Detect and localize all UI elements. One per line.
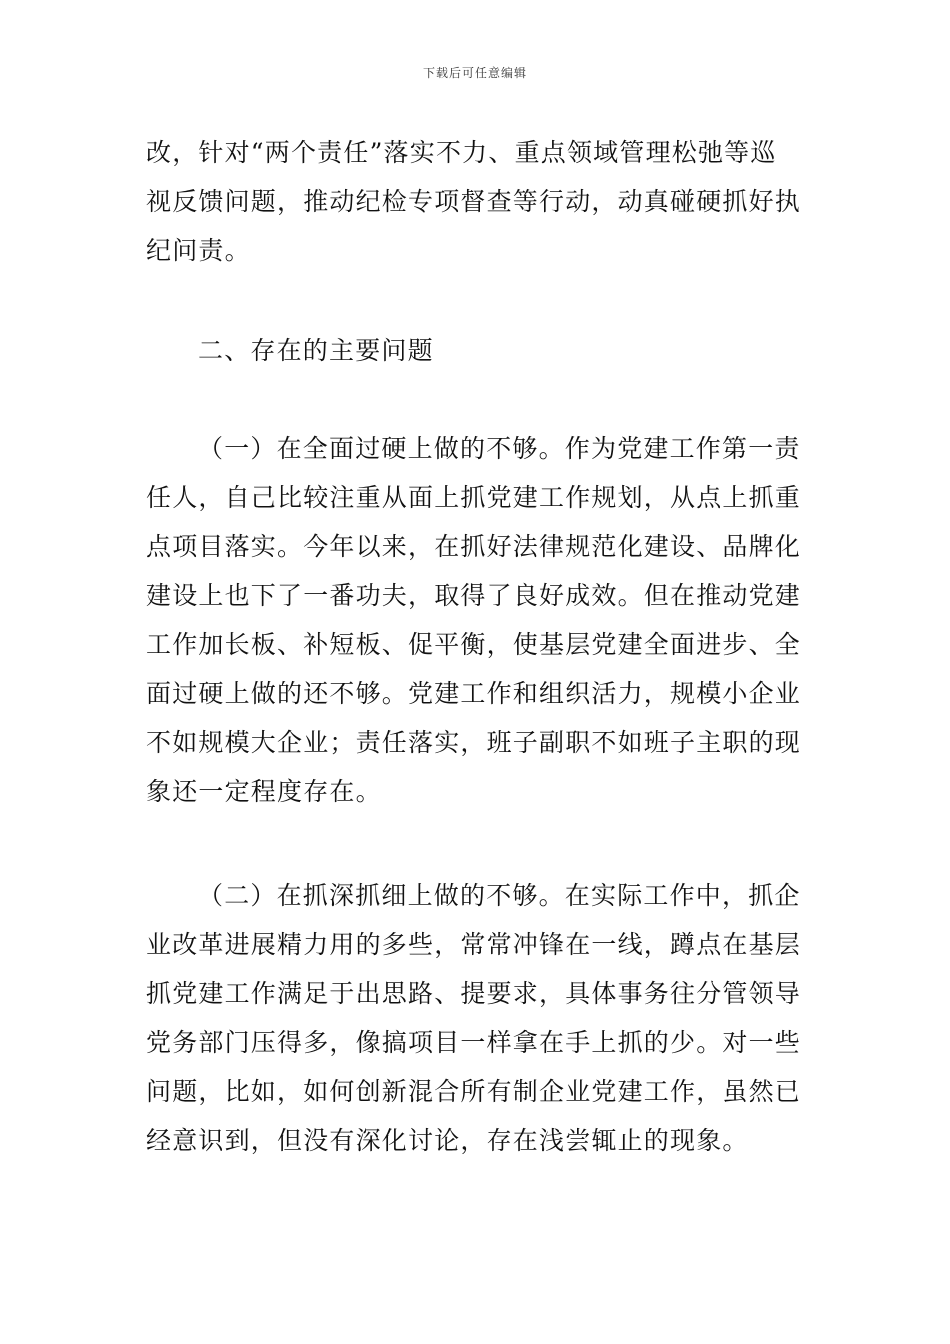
paragraph-line: 经意识到，但没有深化讨论，存在浅尝辄止的现象。 [146, 1126, 749, 1155]
paragraph-line: （二）在抓深抓细上做的不够。在实际工作中，抓企 [198, 881, 801, 910]
paragraph-line: 业改革进展精力用的多些，常常冲锋在一线，蹲点在基层 [146, 930, 802, 959]
paragraph-line: 视反馈问题，推动纪检专项督查等行动，动真碰硬抓好执 [146, 187, 802, 216]
paragraph-line: 点项目落实。今年以来，在抓好法律规范化建设、品牌化 [146, 532, 802, 561]
paragraph-one [146, 424, 808, 816]
paragraph-line: 任人，自己比较注重从面上抓党建工作规划，从点上抓重 [146, 483, 802, 512]
paragraph-line: 面过硬上做的还不够。党建工作和组织活力，规模小企业 [146, 679, 802, 708]
section-heading [146, 326, 808, 375]
paragraph-line: 不如规模大企业；责任落实，班子副职不如班子主职的现 [146, 728, 802, 757]
paragraph-line: 象还一定程度存在。 [146, 777, 382, 806]
paragraph-continuation [146, 128, 808, 275]
header-note: 下载后可任意编辑 [422, 66, 527, 80]
paragraph-line: （一）在全面过硬上做的不够。作为党建工作第一责 [198, 434, 801, 463]
paragraph-line: 建设上也下了一番功夫，取得了良好成效。但在推动党建 [146, 581, 802, 610]
section-heading-text: 二、存在的主要问题 [198, 336, 434, 365]
paragraph-line: 改，针对“两个责任”落实不力、重点领域管理松弛等巡 [146, 138, 777, 167]
paragraph-two [146, 871, 808, 1165]
paragraph-line: 问题，比如，如何创新混合所有制企业党建工作，虽然已 [146, 1077, 802, 1106]
paragraph-line: 纪问责。 [146, 236, 251, 265]
paragraph-line: 抓党建工作满足于出思路、提要求，具体事务往分管领导 [146, 979, 802, 1008]
paragraph-line: 工作加长板、补短板、促平衡，使基层党建全面进步、全 [146, 630, 802, 659]
paragraph-line: 党务部门压得多，像搞项目一样拿在手上抓的少。对一些 [146, 1028, 802, 1057]
